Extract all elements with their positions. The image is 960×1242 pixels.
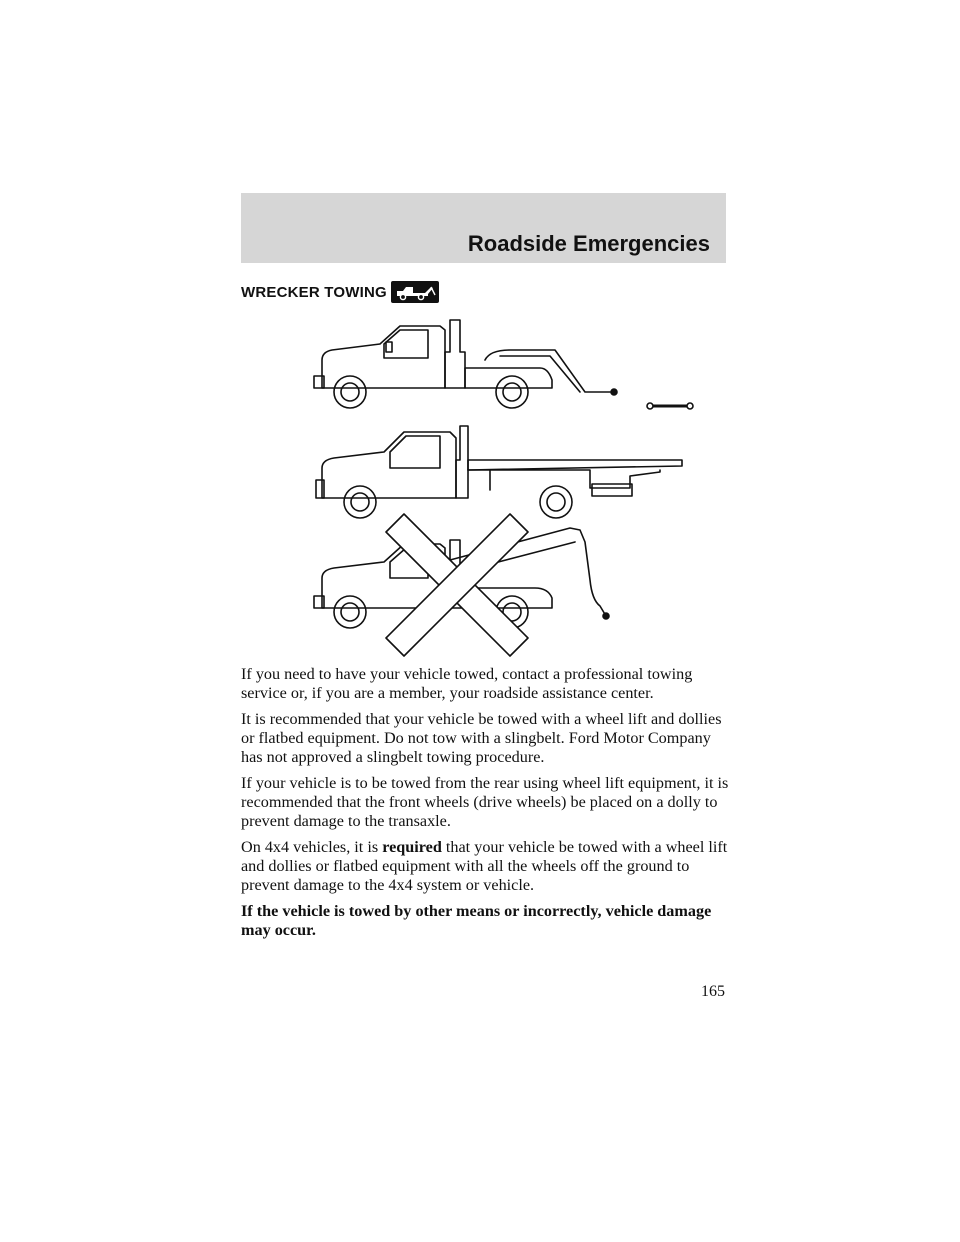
subheading-text: WRECKER TOWING [241,283,387,301]
warning-text: If the vehicle is towed by other means or incorrectly, vehicle damage may occur. [241,902,712,939]
paragraph-1: If you need to have your vehicle towed, contact a professional towing service or, if you are a member, your roadside assistance center. [241,665,693,702]
paragraph-3: If your vehicle is to be towed from the rear using wheel lift equipment, it is recommended that the front wheels (drive wheels) be placed on a dolly to prevent damage to the transaxle. [241,774,729,830]
truck-slingbelt-panel [314,514,609,656]
required-emphasis: required [382,838,442,856]
paragraph-4 [241,838,731,895]
truck-flatbed-panel [316,426,682,518]
body-text [241,665,731,947]
paragraph-4-lead: On 4x4 vehicles, it is [241,838,383,856]
paragraph-2: It is recommended that your vehicle be towed with a wheel lift and dollies or flatbed equipment. Do not tow with a slingbelt. Ford Motor Company has not approved a slingbelt towing procedure. [241,710,722,766]
wrecker-truck-icon [391,281,439,303]
prohibited-x-mark [386,514,528,656]
page-number: 165 [701,983,725,1000]
towing-illustration [300,310,700,660]
subheading [241,281,439,303]
paragraph-4-rest: that your vehicle be towed with a wheel lift and dollies or flatbed equipment with all the wheels off the ground to prevent damage to the 4x4 system or vehicle. [241,838,728,894]
header-band [241,193,726,263]
section-title: Roadside Emergencies [467,231,710,256]
truck-wheel-lift-panel [314,320,693,409]
